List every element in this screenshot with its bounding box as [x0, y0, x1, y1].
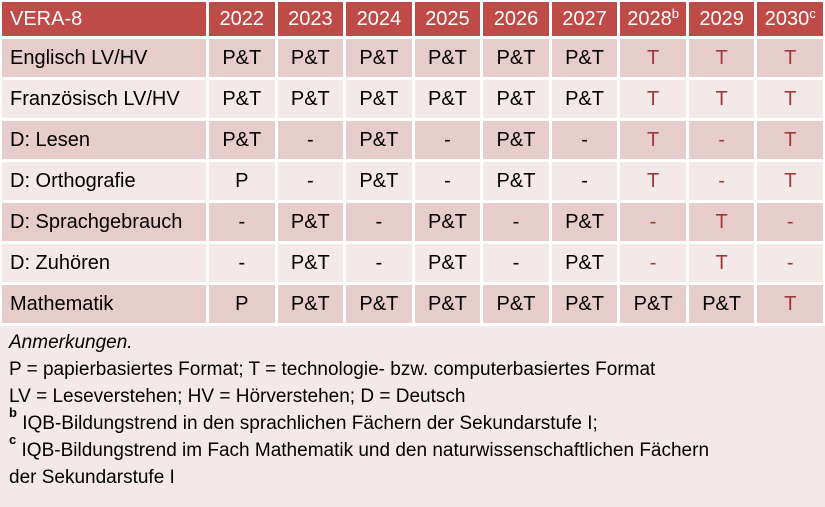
table-cell: P&T [346, 162, 412, 200]
footnote-marker: c [9, 431, 17, 447]
notes-section [0, 326, 825, 507]
year-label: 2030 [764, 8, 810, 30]
row-label: D: Sprachgebrauch [2, 203, 206, 241]
table-cell: P&T [483, 285, 549, 323]
table-cell: - [757, 203, 823, 241]
table-cell: - [552, 162, 618, 200]
table-cell: - [209, 244, 275, 282]
table-title-cell: VERA-8 [2, 2, 206, 36]
table-cell: - [346, 244, 412, 282]
year-label: 2027 [562, 8, 607, 30]
table-cell: P&T [346, 285, 412, 323]
year-label: 2025 [425, 8, 470, 30]
note-text: LV = Leseverstehen; HV = Hörverstehen; D = Deutsch [9, 386, 466, 407]
row-label: D: Orthografie [2, 162, 206, 200]
table-cell: T [757, 39, 823, 77]
table-cell: P&T [209, 121, 275, 159]
table-cell: P&T [278, 285, 344, 323]
year-header-cell [346, 2, 412, 36]
table-cell: - [415, 162, 481, 200]
table-cell: P&T [689, 285, 755, 323]
note-text: IQB-Bildungstrend im Fach Mathematik und den naturwissenschaftlichen Fächern der Sekundarstufe I [9, 440, 710, 488]
notes-lines [9, 356, 816, 491]
year-footnote-marker: b [671, 5, 679, 21]
table-cell: P&T [415, 80, 481, 118]
table-cell: P [209, 285, 275, 323]
table-cell: P&T [483, 162, 549, 200]
table-cell: P&T [552, 203, 618, 241]
table-cell: P&T [415, 244, 481, 282]
table-cell: - [483, 203, 549, 241]
table-cell: - [278, 162, 344, 200]
year-label: 2026 [493, 8, 539, 30]
vera8-schedule-table [2, 2, 823, 323]
note-line [9, 356, 816, 383]
row-label: Englisch LV/HV [2, 39, 206, 77]
year-label: 2023 [288, 8, 333, 30]
table-cell: P&T [278, 203, 344, 241]
table-cell: T [689, 39, 755, 77]
table-cell: P&T [552, 285, 618, 323]
year-header-cell [483, 2, 549, 36]
year-header-cell [620, 2, 686, 36]
table-cell: P&T [552, 80, 618, 118]
table-cell: - [689, 162, 755, 200]
table-cell: T [689, 80, 755, 118]
year-label: 2028 [627, 8, 672, 30]
note-text: P = papierbasiertes Format; T = technologie- bzw. computerbasiertes Format [9, 359, 656, 380]
note-line [9, 404, 816, 437]
table-cell: P&T [346, 39, 412, 77]
note-text: IQB-Bildungstrend in den sprachlichen Fächern der Sekundarstufe I; [22, 413, 598, 434]
table-cell: - [552, 121, 618, 159]
table-cell: P&T [483, 121, 549, 159]
table-cell: P&T [346, 80, 412, 118]
footnote-marker: b [9, 404, 17, 420]
year-header-cell [757, 2, 823, 36]
year-footnote-marker: c [809, 5, 816, 21]
table-cell: - [620, 203, 686, 241]
table-cell: P&T [209, 80, 275, 118]
table-cell: T [689, 244, 755, 282]
table-cell: T [757, 121, 823, 159]
table-cell: P&T [278, 80, 344, 118]
table-cell: P&T [415, 285, 481, 323]
table-cell: T [757, 80, 823, 118]
table-cell: P&T [415, 203, 481, 241]
table-cell: P&T [346, 121, 412, 159]
table-cell: P&T [483, 80, 549, 118]
table-cell: P&T [483, 39, 549, 77]
row-label: D: Zuhören [2, 244, 206, 282]
row-label: D: Lesen [2, 121, 206, 159]
table-cell: P&T [415, 39, 481, 77]
table-cell: - [278, 121, 344, 159]
table-cell: P&T [209, 39, 275, 77]
table-cell: P [209, 162, 275, 200]
table-cell: - [757, 244, 823, 282]
table-cell: T [620, 80, 686, 118]
table-cell: - [689, 121, 755, 159]
table-cell: T [620, 162, 686, 200]
year-header-cell [689, 2, 755, 36]
year-header-cell [209, 2, 275, 36]
table-cell: T [620, 121, 686, 159]
table-cell: - [346, 203, 412, 241]
year-header-cell [552, 2, 618, 36]
table-cell: P&T [278, 244, 344, 282]
table-cell: - [483, 244, 549, 282]
table-cell: T [757, 162, 823, 200]
table-cell: P&T [552, 244, 618, 282]
table-cell: - [209, 203, 275, 241]
table-cell: T [689, 203, 755, 241]
table-cell: - [415, 121, 481, 159]
table-cell: P&T [278, 39, 344, 77]
note-line [9, 431, 714, 491]
year-header-cell [415, 2, 481, 36]
table-cell: P&T [620, 285, 686, 323]
table-cell: P&T [552, 39, 618, 77]
year-label: 2029 [699, 8, 744, 30]
table-cell: T [757, 285, 823, 323]
year-label: 2024 [356, 8, 402, 30]
row-label: Mathematik [2, 285, 206, 323]
note-line [9, 383, 816, 410]
table-cell: - [620, 244, 686, 282]
row-label: Französisch LV/HV [2, 80, 206, 118]
table-cell: T [620, 39, 686, 77]
notes-heading: Anmerkungen. [9, 332, 133, 353]
year-header-cell [278, 2, 344, 36]
year-label: 2022 [219, 8, 265, 30]
